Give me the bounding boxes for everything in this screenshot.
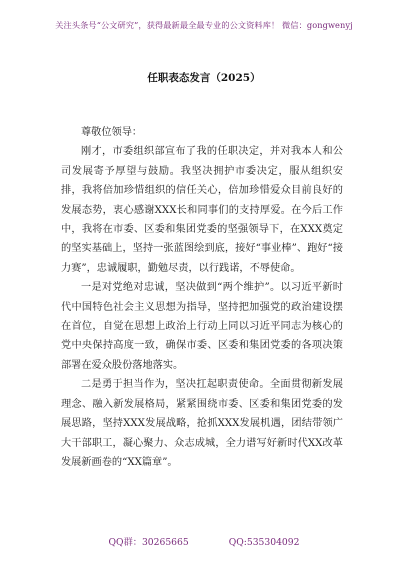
footer-qq: QQ:535304092 xyxy=(228,537,300,548)
paragraph-2: 一是对党绝对忠诚，坚决做到“两个维护”。以习近平新时代中国特色社会主义思想为指导，坚持把加强党的政治建设摆在首位，自觉在思想上政治上行动上同以习近平同志为核心的党中央保持高度一致，确保市委、区委和集团党委的各项决策部署在爱众股份落地落实。 xyxy=(61,282,343,371)
paragraph-3: 二是勇于担当作为，坚决扛起职责使命。全面贯彻新发展理念、融入新发展格局，紧紧围绕市委、区委和集团党委的发展思路，坚持XXX发展战略，抢抓XXX发展机遇，团结带领广大干部职工，凝心聚力、众志成城，全力谱写好新时代XX改革发展新画卷的“XX篇章”。 xyxy=(61,379,343,468)
document-body xyxy=(61,123,343,472)
page-footer xyxy=(0,534,408,548)
footer-qq-group: QQ群：30265665 xyxy=(108,537,189,548)
document-title: 任职表态发言（2025） xyxy=(147,72,261,84)
promo-header: 关注头条号“公文研究”，获得最新最全最专业的公文资料库！ 微信：gongwenyj xyxy=(55,20,353,30)
greeting: 尊敬位领导： xyxy=(81,127,143,138)
paragraph-1: 刚才，市委组织部宣布了我的任职决定，并对我本人和公司发展寄予厚望与鼓励。我坚决拥护市委决定，服从组织安排，我将倍加珍惜组织的信任关心，倍加珍惜爱众目前良好的发展态势，衷心感谢XXX长和同事们的支持厚爱。在今后工作中，我将在市委、区委和集团党委的坚强领导下，在XXX奠定的坚实基础上，坚持一张蓝图绘到底，接好“事业棒”、跑好“接力赛”，忠诚履职，勤勉尽责，以行践诺，不辱使命。 xyxy=(61,146,343,274)
